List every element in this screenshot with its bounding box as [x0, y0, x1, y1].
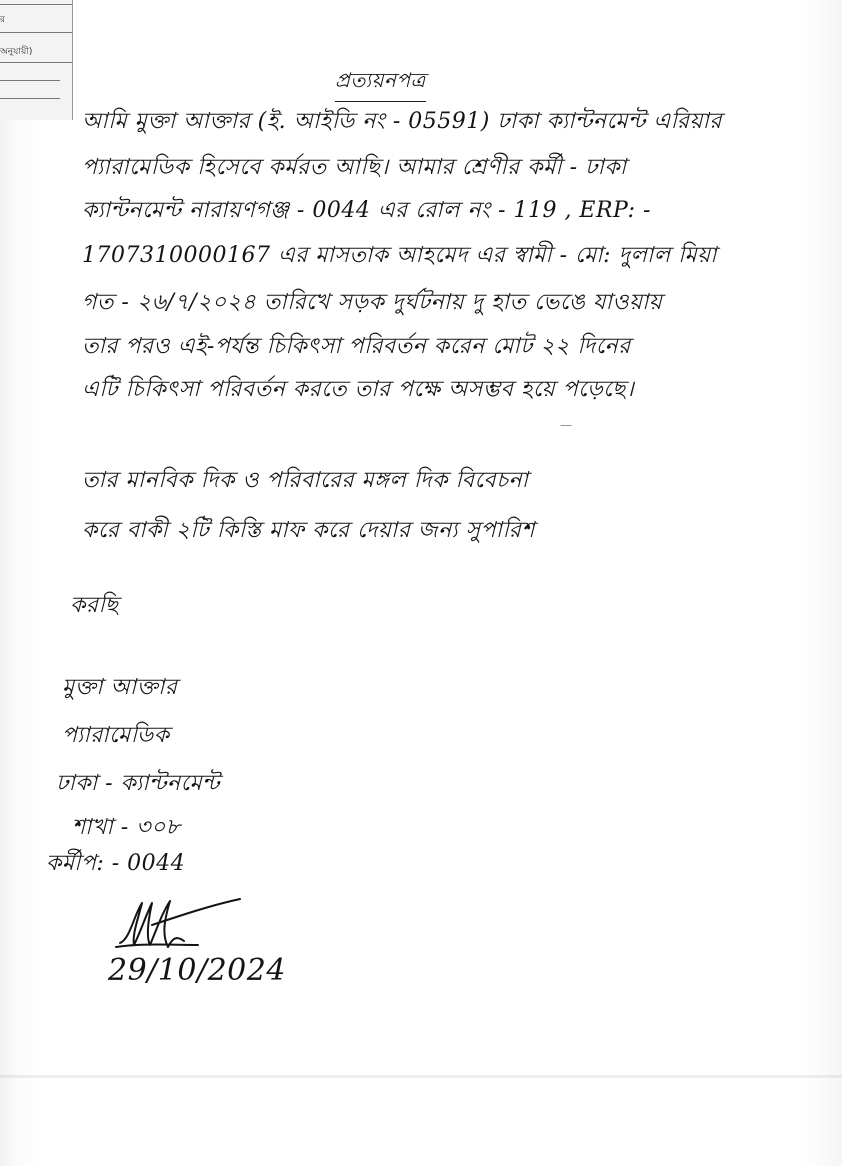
document-heading: প্রত্যয়নপত্র: [335, 66, 426, 102]
paper-fold-line: [0, 1075, 842, 1078]
body-line-3: ক্যান্টনমেন্ট নারায়ণগঞ্জ - 0044 এর রোল নং - 119 , ERP: -: [82, 198, 651, 223]
signatory-branch-code: কর্মীপ: - 0044: [46, 851, 186, 876]
signatory-name: মুক্তা আক্তার: [62, 675, 178, 700]
handwritten-signature: [112, 895, 252, 955]
fragment-text-2: অনুযায়ী): [0, 47, 33, 57]
body-line-4: 1707310000167 এর মাসতাক আহমেদ এর স্বামী - মো: দুলাল মিয়া: [82, 243, 718, 268]
recommendation-line-3: করছি: [70, 593, 119, 618]
body-line-6: তার পরও এই-পর্যন্ত চিকিৎসা পরিবর্তন করেন মোট ২২ দিনের: [82, 334, 631, 359]
fragment-text-1: র: [0, 15, 5, 25]
signatory-designation: প্যারামেডিক: [62, 723, 170, 748]
body-line-7: এটি চিকিৎসা পরিবর্তন করতে তার পক্ষে অসম্ভব হয়ে পড়েছে।: [82, 377, 635, 402]
signatory-branch: শাখা - ৩০৮: [72, 815, 181, 840]
signature-date: 29/10/2024: [108, 953, 286, 988]
body-line-2: প্যারামেডিক হিসেবে কর্মরত আছি। আমার শ্রেণীর কর্মী - ঢাকা: [82, 155, 627, 180]
stray-mark: —: [560, 418, 572, 432]
recommendation-line-1: তার মানবিক দিক ও পরিবারের মঙ্গল দিক বিবেচনা: [82, 468, 529, 493]
body-line-1: আমি মুক্তা আক্তার (ই. আইডি নং - 05591) ঢাকা ক্যান্টনমেন্ট এরিয়ার: [82, 109, 722, 134]
recommendation-line-2: করে বাকী ২টি কিস্তি মাফ করে দেয়ার জন্য সুপারিশ: [82, 518, 535, 543]
signatory-area: ঢাকা - ক্যান্টনমেন্ট: [56, 771, 220, 796]
stapled-corner-fragment: [0, 0, 73, 120]
body-line-5: গত - ২৬/৭/২০২৪ তারিখে সড়ক দুর্ঘটনায় দু হাত ভেঙে যাওয়ায়: [82, 290, 663, 315]
